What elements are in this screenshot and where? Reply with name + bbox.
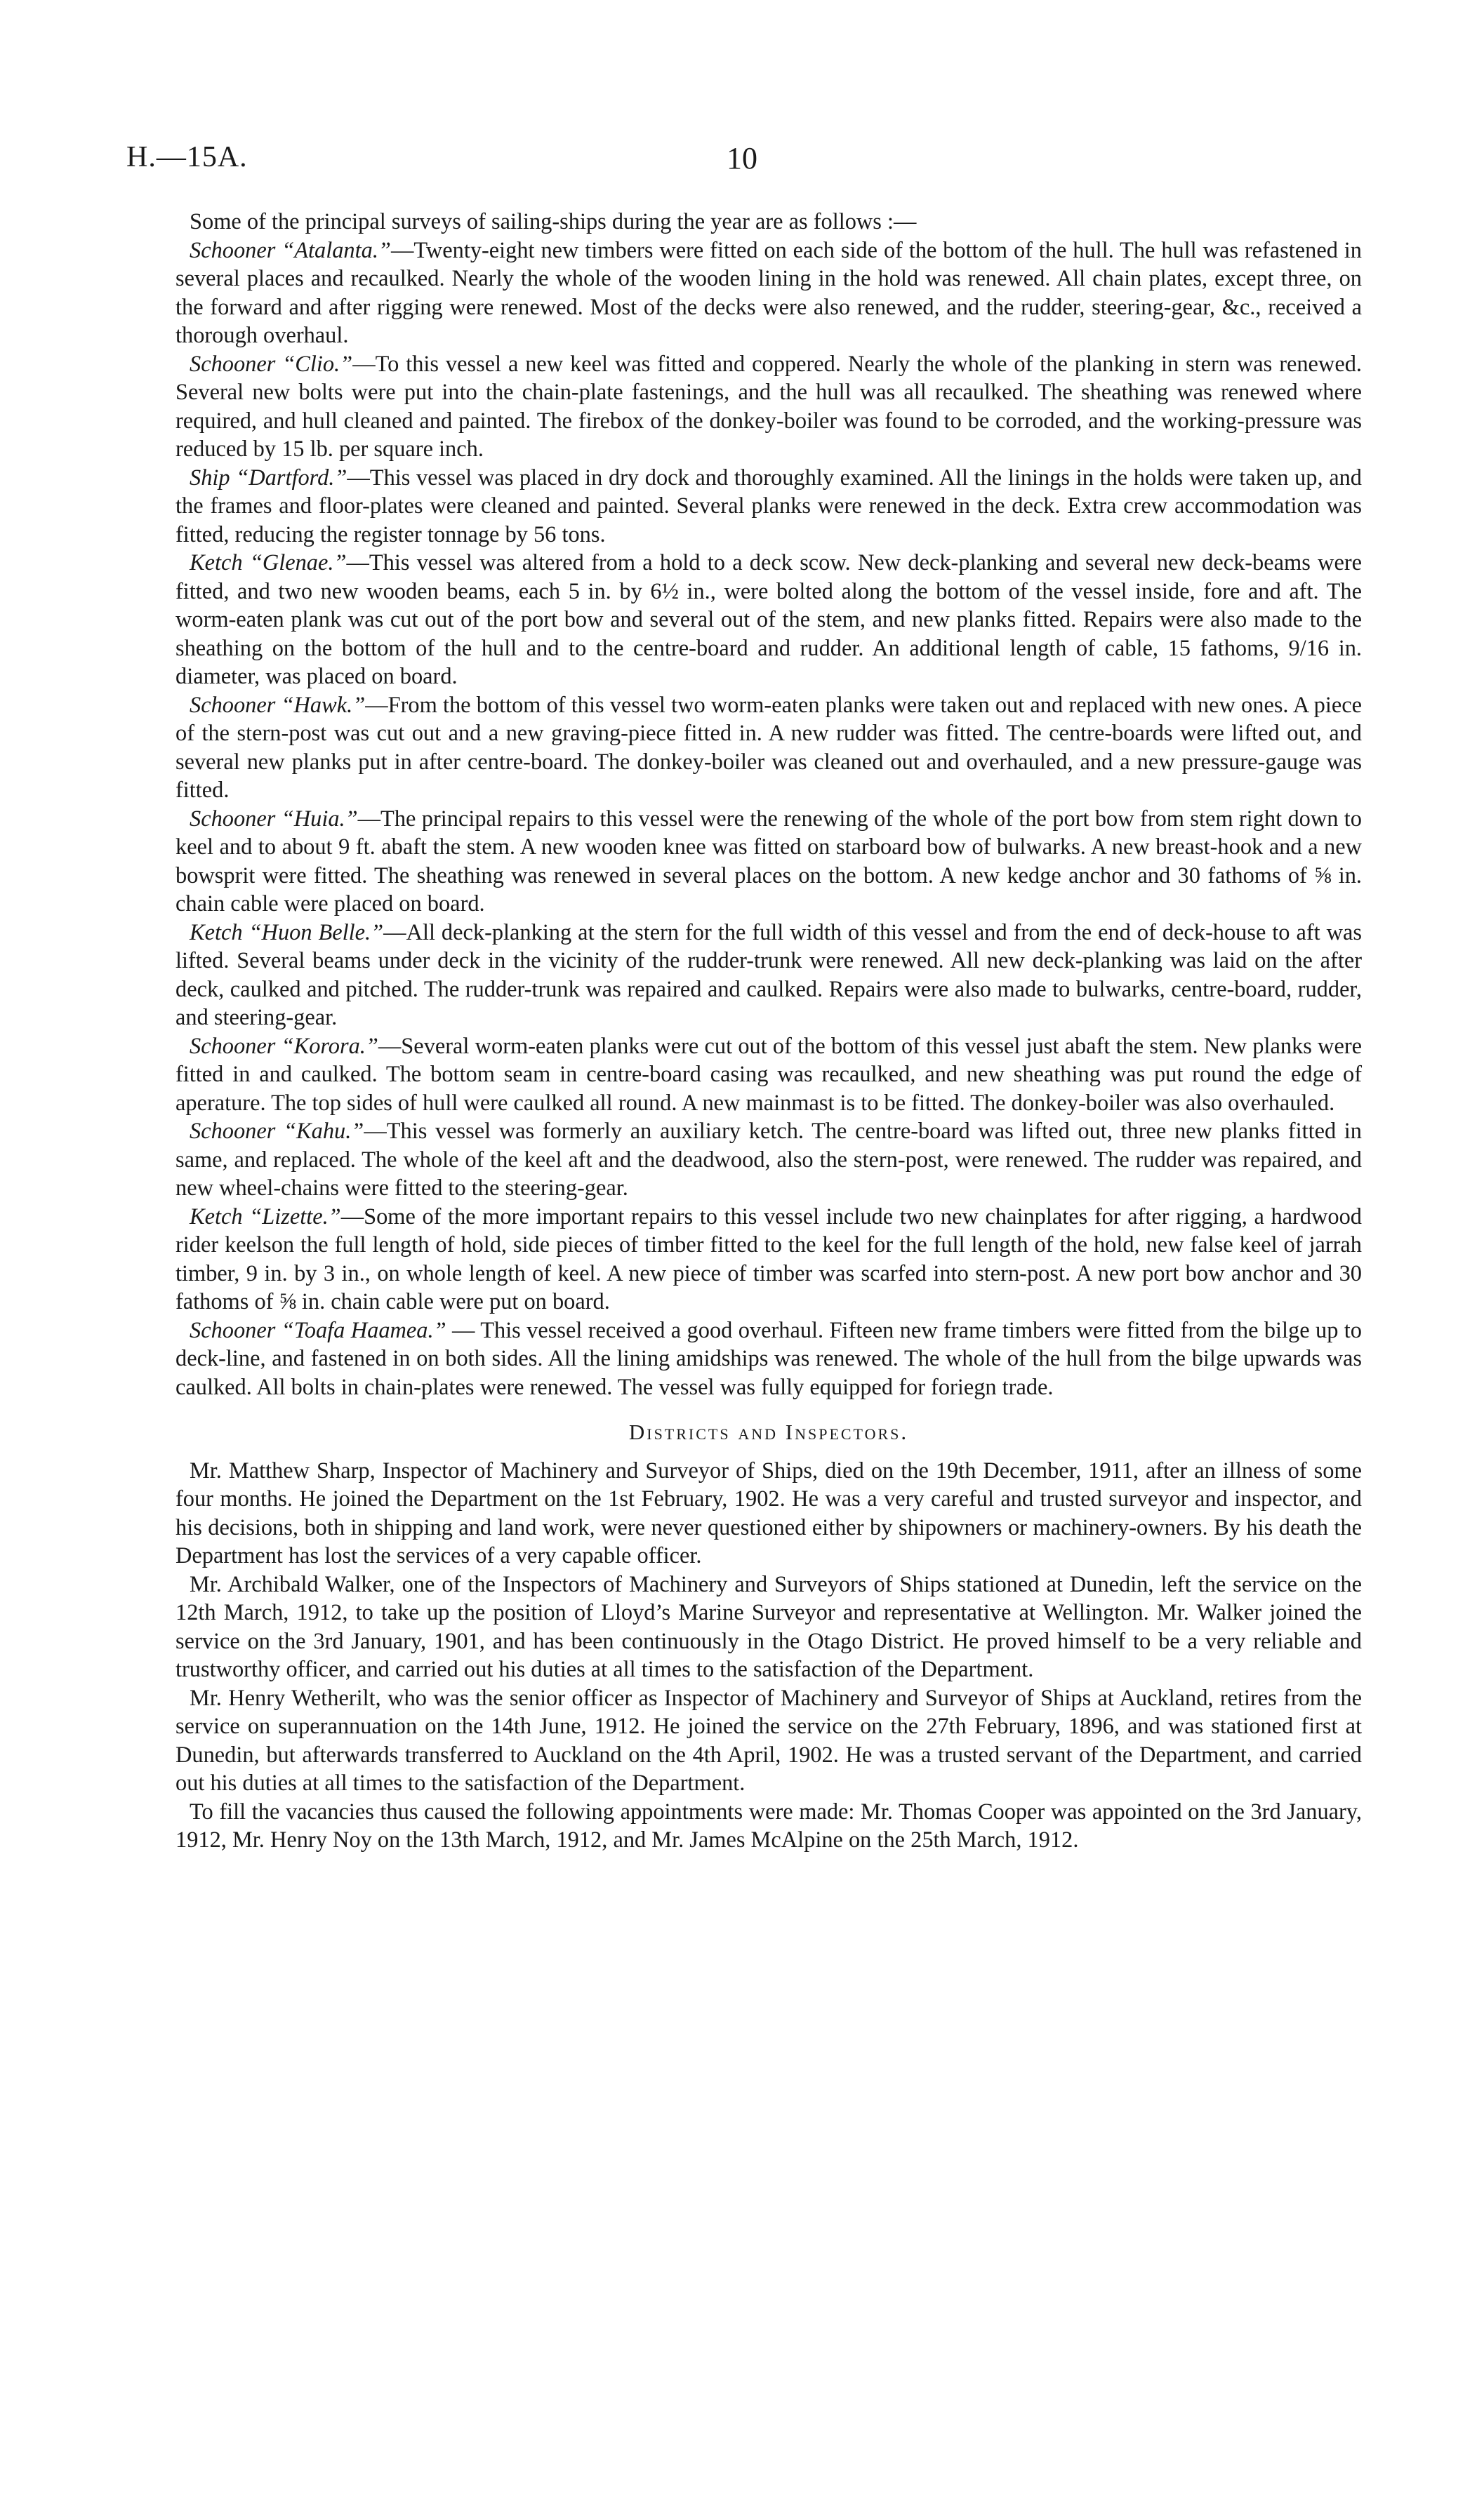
survey-paragraph	[175, 1316, 1362, 1402]
vessel-type: Ketch	[190, 550, 243, 575]
vessel-name: “Clio.”	[282, 351, 353, 377]
vessel-name: “Hawk.”	[281, 692, 366, 718]
vessel-type: Ketch	[190, 919, 243, 945]
vessel-type: Schooner	[190, 351, 276, 377]
vessel-name: “Kahu.”	[284, 1119, 364, 1144]
survey-paragraph	[175, 236, 1362, 350]
vessel-type: Ship	[190, 465, 230, 491]
vessel-type: Schooner	[190, 1119, 276, 1144]
survey-paragraph	[175, 1032, 1362, 1118]
survey-paragraph	[175, 919, 1362, 1032]
vessel-name: “Lizette.”	[249, 1204, 341, 1229]
survey-text: — This vessel received a good overhaul. Fifteen new frame timbers were fitted from the bilge up to deck-line, and fastened in on both sides. All the lining amidships was renewed. The whole of the hull from the bilge upwards was caulked. All bolts in chain-plates were renewed. The vessel was fully equipped for foriegn trade.	[175, 1317, 1362, 1400]
survey-paragraph	[175, 805, 1362, 919]
vessel-name: “Glenae.”	[249, 550, 347, 575]
vessel-name: “Huon Belle.”	[249, 919, 384, 945]
district-paragraph: To fill the vacancies thus caused the following appointments were made: Mr. Thomas Cooper was appointed on the 3rd January, 1912, Mr. Henry Noy on the 13th March, 1912, and Mr. James McAlpine on the 25th March, 1912.	[175, 1799, 1362, 1853]
survey-text: —To this vessel a new keel was fitted and coppered. Nearly the whole of the planking in stern was renewed. Several new bolts were put into the chain-plate fastenings, and the hull was all recaulked. The sheathing was renewed where required, and hull cleaned and painted. The firebox of the donkey-boiler was found to be corroded, and the working-pressure was reduced by 15 lb. per square inch.	[175, 351, 1362, 462]
survey-text: —Several worm-eaten planks were cut out of the bottom of this vessel just abaft the stem. New planks were fitted in and caulked. The bottom seam in centre-board casing was recaulked, and new sheathing was put round the edge of aperature. The top sides of hull were caulked all round. A new mainmast is to be fitted. The donkey-boiler was also overhauled.	[175, 1033, 1362, 1116]
survey-paragraph	[175, 1203, 1362, 1316]
district-paragraph: Mr. Henry Wetherilt, who was the senior officer as Inspector of Machinery and Surveyor of Ships at Auckland, retires from the service on superannuation on the 14th June, 1912. He joined the service on the 27th February, 1896, and was stationed first at Dunedin, but afterwards transferred to Auckland on the 4th April, 1902. He was a trusted servant of the Department, and carried out his duties at all times to the satisfaction of the Department.	[175, 1685, 1362, 1796]
page-number: 10	[727, 141, 757, 175]
survey-text: —From the bottom of this vessel two worm-eaten planks were taken out and replaced with new ones. A piece of the stern-post was cut out and a new graving-piece fitted in. A new rudder was fitted. The centre-boards were lifted out, and several new planks put in after centre-board. The donkey-boiler was cleaned out and overhauled, and a new pressure-gauge was fitted.	[175, 692, 1362, 803]
district-paragraph: Mr. Archibald Walker, one of the Inspectors of Machinery and Surveyors of Ships stationed at Dunedin, left the service on the 12th March, 1912, to take up the position of Lloyd’s Marine Surveyor and representative at Wellington. Mr. Walker joined the service on the 3rd January, 1901, and has been continuously in the Otago District. He proved himself to be a very reliable and trustworthy officer, and carried out his duties at all times to the satisfaction of the Department.	[175, 1571, 1362, 1682]
section-heading: Districts and Inspectors.	[628, 1420, 909, 1444]
document-code: H.—15A.	[126, 141, 248, 173]
body-text	[175, 208, 1362, 1855]
vessel-type: Ketch	[190, 1204, 243, 1229]
vessel-type: Schooner	[190, 692, 276, 718]
survey-text: —The principal repairs to this vessel were the renewing of the whole of the port bow from stem right down to keel and to about 9 ft. abaft the stem. A new wooden knee was fitted on starboard bow of bulwarks. A new breast-hook and a new bowsprit were fitted. The sheathing was renewed in several places on the bottom. A new kedge anchor and 30 fathoms of ⅝ in. chain cable were placed on board.	[175, 806, 1362, 916]
survey-paragraph	[175, 1117, 1362, 1203]
survey-text: —Twenty-eight new timbers were fitted on each side of the bottom of the hull. The hull was refastened in several places and recaulked. Nearly the whole of the wooden lining in the hold was renewed. All chain plates, except three, on the forward and after rigging were renewed. Most of the decks were also renewed, and the rudder, steering-gear, &c., received a thorough overhaul.	[175, 237, 1362, 348]
vessel-type: Schooner	[190, 806, 276, 832]
survey-paragraph	[175, 691, 1362, 805]
survey-paragraph	[175, 350, 1362, 464]
vessel-type: Schooner	[190, 1033, 276, 1059]
vessel-name: “Dartford.”	[236, 465, 347, 491]
survey-paragraph	[175, 549, 1362, 691]
vessel-name: “Atalanta.”	[281, 237, 391, 263]
vessel-type: Schooner	[190, 237, 276, 263]
vessel-name: “Huia.”	[281, 806, 358, 832]
survey-paragraph	[175, 464, 1362, 549]
district-paragraph: Mr. Matthew Sharp, Inspector of Machinery and Surveyor of Ships, died on the 19th December, 1911, after an illness of some four months. He joined the Department on the 1st February, 1902. He was a very careful and trusted surveyor and inspector, and his decisions, both in shipping and land work, were never questioned either by shipowners or machinery-owners. By his death the Department has lost the services of a very capable officer.	[175, 1458, 1362, 1568]
page-header	[126, 140, 1362, 182]
survey-text: —All deck-planking at the stern for the full width of this vessel and from the end of deck-house to aft was lifted. Several beams under deck in the vicinity of the rudder-trunk were renewed. All new deck-planking was laid on the after deck, caulked and pitched. The rudder-trunk was repaired and caulked. Repairs were also made to bulwarks, centre-board, rudder, and steering-gear.	[175, 919, 1362, 1030]
survey-text: —This vessel was placed in dry dock and thoroughly examined. All the linings in the holds were taken up, and the frames and floor-plates were cleaned and painted. Several planks were renewed in the deck. Extra crew accommodation was fitted, reducing the register tonnage by 56 tons.	[175, 465, 1362, 547]
vessel-name: “Toafa Haamea.”	[281, 1317, 446, 1343]
survey-text: —This vessel was altered from a hold to a deck scow. New deck-planking and several new deck-beams were fitted, and two new wooden beams, each 5 in. by 6½ in., were bolted along the bottom of the vessel inside, fore and aft. The worm-eaten plank was cut out of the port bow and several out of the stem, and new planks fitted. Repairs were also made to the sheathing on the bottom of the hull and to the centre-board and rudder. An additional length of cable, 15 fathoms, 9/16 in. diameter, was placed on board.	[175, 550, 1362, 689]
survey-text: —This vessel was formerly an auxiliary ketch. The centre-board was lifted out, three new planks fitted in same, and replaced. The whole of the keel aft and the deadwood, also the stern-post, were renewed. The rudder was repaired, and new wheel-chains were fitted to the steering-gear.	[175, 1119, 1362, 1201]
survey-text: —Some of the more important repairs to this vessel include two new chainplates for after rigging, a hardwood rider keelson the full length of hold, side pieces of timber fitted to the keel for the full length of the hold, new false keel of jarrah timber, 9 in. by 3 in., on whole length of keel. A new piece of timber was scarfed into stern-post. A new port bow anchor and 30 fathoms of ⅝ in. chain cable were put on board.	[175, 1204, 1362, 1314]
intro-paragraph: Some of the principal surveys of sailing-ships during the year are as follows :—	[190, 209, 917, 234]
vessel-type: Schooner	[190, 1317, 276, 1343]
vessel-name: “Korora.”	[281, 1033, 378, 1059]
